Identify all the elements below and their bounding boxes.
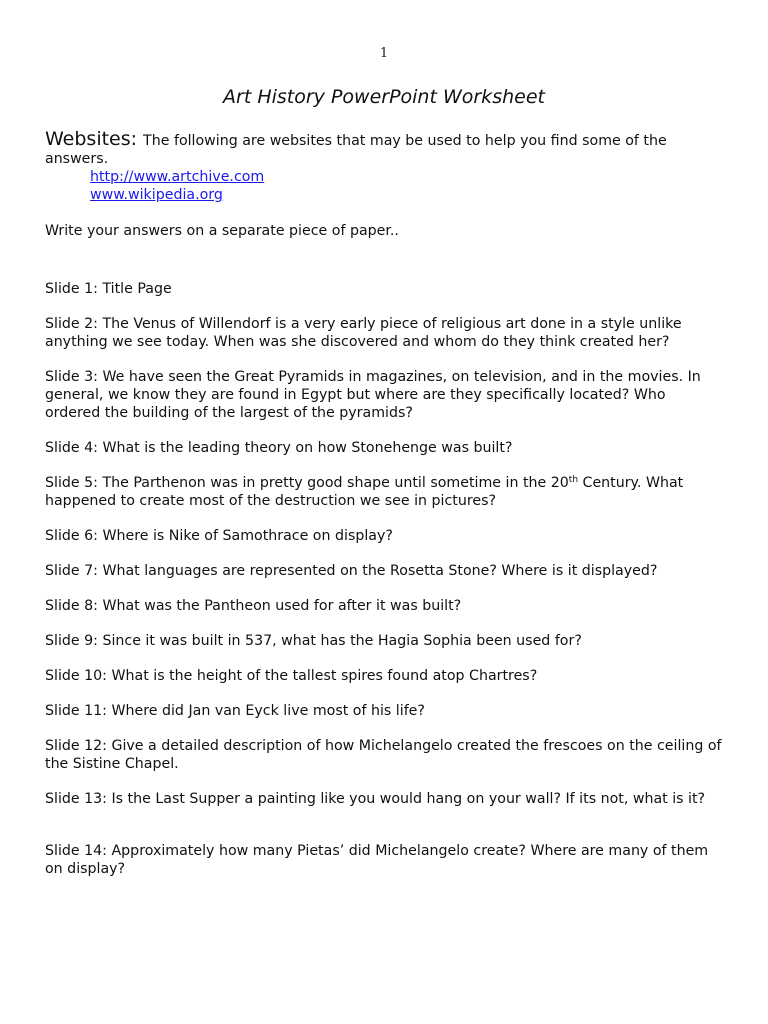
slide-question-2: Slide 2: The Venus of Willendorf is a very early piece of religious art done in a style unlike anything we see today. When was she discovered and whom do they think created her?	[45, 316, 682, 350]
slide-question-10: Slide 10: What is the height of the tallest spires found atop Chartres?	[45, 668, 538, 684]
slide-question-4: Slide 4: What is the leading theory on how Stonehenge was built?	[45, 440, 513, 456]
slide-question-14: Slide 14: Approximately how many Pietas’ did Michelangelo create? Where are many of them on display?	[45, 843, 709, 877]
websites-intro: The following are websites that may be used to help you find some of the answers.	[45, 133, 667, 167]
slide-question-8: Slide 8: What was the Pantheon used for after it was built?	[45, 598, 462, 614]
websites-heading	[45, 128, 137, 150]
websites-heading-colon: :	[130, 128, 138, 150]
website-links	[90, 168, 725, 204]
slide-question-11: Slide 11: Where did Jan van Eyck live most of his life?	[45, 703, 425, 719]
slide-question-1: Slide 1: Title Page	[45, 281, 172, 297]
slide-question-9: Slide 9: Since it was built in 537, what has the Hagia Sophia been used for?	[45, 633, 582, 649]
websites-section	[45, 130, 725, 168]
page-title: Art History PowerPoint Worksheet	[223, 86, 545, 108]
slide-questions	[45, 280, 725, 878]
instructions: Write your answers on a separate piece of paper..	[45, 223, 399, 239]
slide-question-13: Slide 13: Is the Last Supper a painting like you would hang on your wall? If its not, what is it?	[45, 791, 706, 807]
websites-heading-text: Websites	[45, 128, 131, 150]
slide-5-superscript: th	[568, 475, 579, 485]
slide-question-5	[45, 474, 725, 510]
worksheet-content	[45, 130, 725, 895]
slide-question-12: Slide 12: Give a detailed description of how Michelangelo created the frescoes on the ceiling of the Sistine Chapel.	[45, 738, 722, 772]
link-artchive[interactable]: http://www.artchive.com	[90, 169, 265, 185]
page-number: 1	[379, 46, 389, 61]
slide-question-3: Slide 3: We have seen the Great Pyramids in magazines, on television, and in the movies. In general, we know they are found in Egypt but where are they specifically located? Who ordered the building of the largest of the pyramids?	[45, 369, 701, 421]
link-wikipedia[interactable]: www.wikipedia.org	[90, 187, 223, 203]
slide-question-6: Slide 6: Where is Nike of Samothrace on display?	[45, 528, 393, 544]
slide-5-text-start: Slide 5: The Parthenon was in pretty good shape until sometime in the 20	[45, 475, 569, 491]
slide-5-text-end: Century. What happened to create most of the destruction we see in pictures?	[45, 475, 684, 509]
slide-question-7: Slide 7: What languages are represented on the Rosetta Stone? Where is it displayed?	[45, 563, 658, 579]
